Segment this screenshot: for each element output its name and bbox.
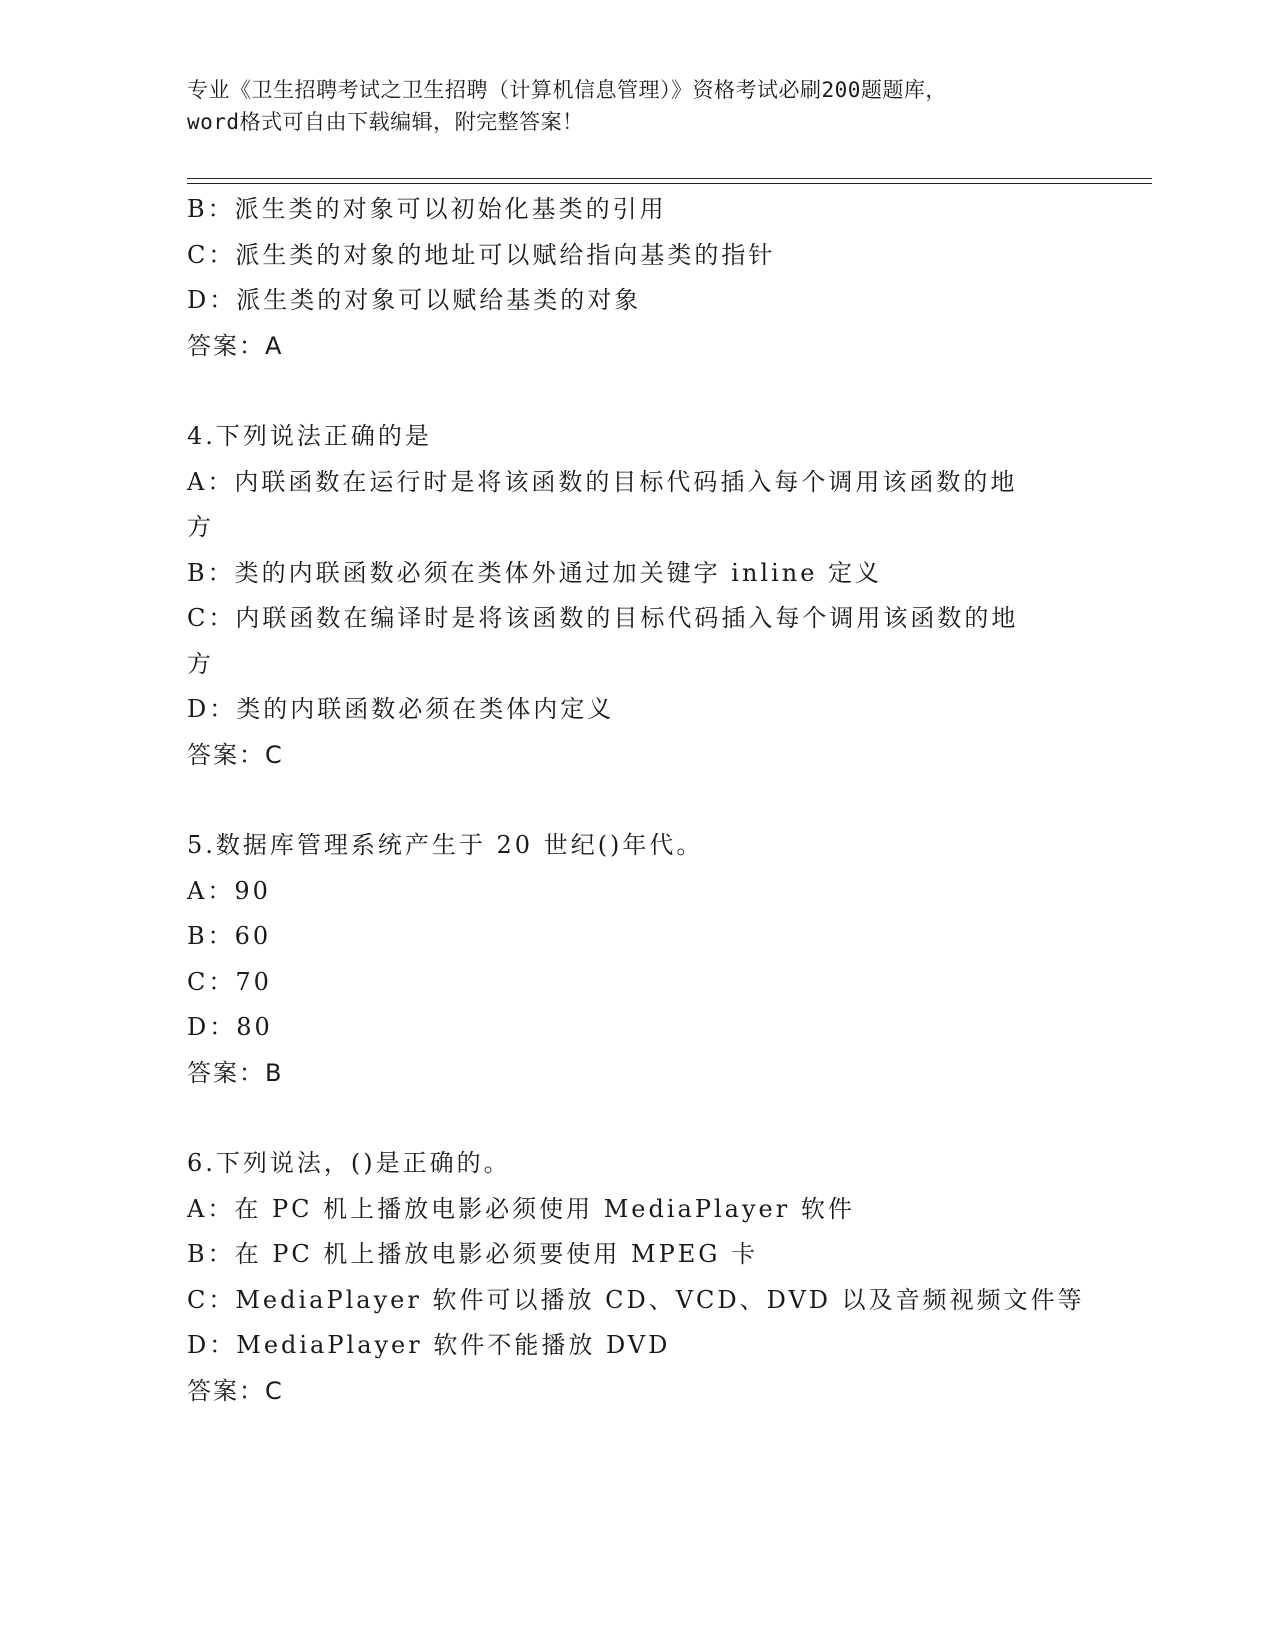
header-rule-bottom	[187, 183, 1152, 184]
question-text: 6.下列说法，()是正确的。	[187, 1149, 511, 1177]
option-d: D：类的内联函数必须在类体内定义	[187, 695, 615, 723]
option-c-continuation: 方	[187, 649, 214, 678]
option-a: A：在 PC 机上播放电影必须使用 MediaPlayer 软件	[187, 1194, 855, 1223]
option-a: A：内联函数在运行时是将该函数的目标代码插入每个调用该函数的地	[187, 467, 1018, 496]
question-6	[187, 1141, 1107, 1414]
option-b: B：在 PC 机上播放电影必须要使用 MPEG 卡	[187, 1240, 759, 1268]
option-c: C：派生类的对象的地址可以赋给指向基类的指针	[187, 240, 776, 269]
question-3-tail	[187, 187, 1107, 369]
question-4	[187, 414, 1107, 778]
header-line-1: 专业《卫生招聘考试之卫生招聘（计算机信息管理）》资格考试必刷200题题库，	[187, 78, 947, 102]
answer: 答案：C	[187, 1376, 284, 1405]
option-d: D：MediaPlayer 软件不能播放 DVD	[187, 1331, 671, 1359]
option-b: B：60	[187, 922, 272, 950]
option-a-continuation: 方	[187, 513, 214, 541]
answer: 答案：A	[187, 331, 284, 360]
answer: 答案：B	[187, 1058, 284, 1087]
option-d: D：80	[187, 1013, 273, 1041]
option-c: C：70	[187, 967, 272, 996]
question-text: 4.下列说法正确的是	[187, 422, 432, 450]
option-d: D：派生类的对象可以赋给基类的对象	[187, 286, 642, 314]
option-b: B：类的内联函数必须在类体外通过加关键字 inline 定义	[187, 558, 883, 587]
spacer	[187, 369, 1107, 414]
option-c: C：内联函数在编译时是将该函数的目标代码插入每个调用该函数的地	[187, 604, 1019, 632]
spacer	[187, 778, 1107, 823]
header-line-2: word格式可自由下载编辑，附完整答案！	[187, 110, 584, 134]
option-a: A：90	[187, 876, 271, 905]
header-rule-top	[187, 178, 1152, 179]
question-list	[187, 187, 1107, 1414]
option-c: C：MediaPlayer 软件可以播放 CD、VCD、DVD 以及音频视频文件等	[187, 1285, 1085, 1314]
answer: 答案：C	[187, 740, 284, 769]
document-header	[187, 74, 1087, 138]
spacer	[187, 1096, 1107, 1141]
option-b: B：派生类的对象可以初始化基类的引用	[187, 195, 667, 223]
question-5	[187, 823, 1107, 1096]
question-text: 5.数据库管理系统产生于 20 世纪()年代。	[187, 831, 704, 859]
